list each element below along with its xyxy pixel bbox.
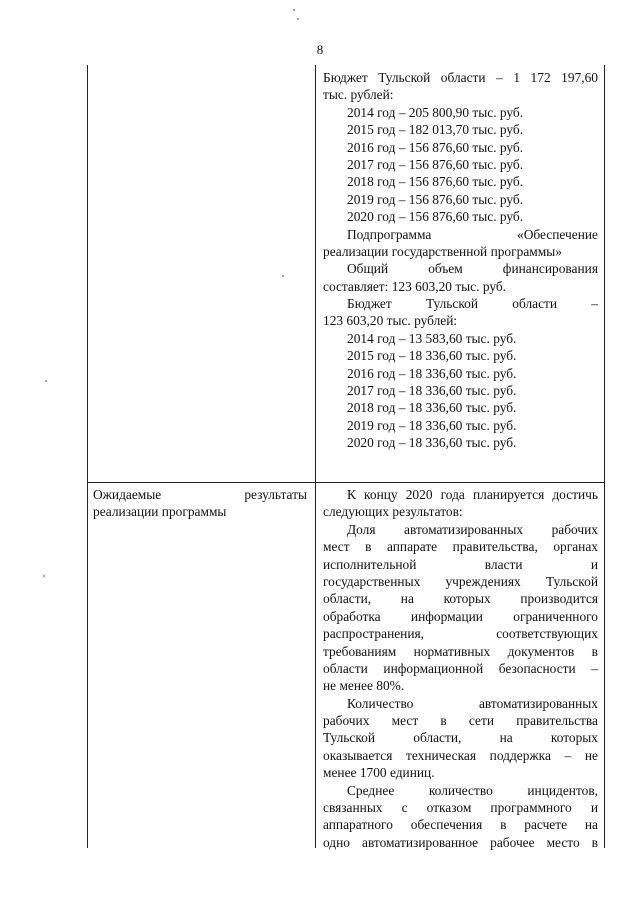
text-line: 2016 год – 156 876,60 тыс. руб.: [347, 139, 524, 155]
text-line: составляет: 123 603,20 тыс. руб.: [323, 278, 507, 294]
text-line: 2019 год – 156 876,60 тыс. руб.: [347, 191, 524, 207]
text-line: исполнительной власти и: [323, 556, 598, 572]
text-line: Доля автоматизированных рабочих: [347, 521, 598, 537]
text-line: не менее 80%.: [323, 678, 405, 694]
text-line: Среднее количество инцидентов,: [347, 782, 598, 798]
text-line: тыс. рублей:: [323, 87, 394, 103]
text-line: 2020 год – 18 336,60 тыс. руб.: [347, 435, 517, 451]
text-line: Количество автоматизированных: [347, 695, 598, 711]
text-line: области, на которых производится: [323, 591, 598, 607]
text-line: Тульской области, на которых: [323, 730, 598, 746]
text-line: Бюджет Тульской области – 1 172 197,60: [323, 70, 598, 85]
text-line: 2020 год – 156 876,60 тыс. руб.: [347, 209, 524, 225]
table-row-divider: [87, 482, 605, 483]
text-line: Подпрограмма «Обеспечение: [347, 226, 598, 242]
text-line: требованиям нормативных документов в: [323, 643, 598, 659]
text-line: одно автоматизированное рабочее место в: [323, 834, 598, 850]
text-line: Ожидаемые результаты: [93, 487, 307, 502]
scan-speck: [297, 18, 299, 20]
program-passport-table: [87, 65, 605, 848]
text-line: 2017 год – 156 876,60 тыс. руб.: [347, 156, 524, 172]
table-column-divider: [315, 65, 316, 848]
text-line: аппаратного обеспечения в расчете на: [323, 817, 598, 833]
text-line: рабочих мест в сети правительства: [323, 713, 598, 729]
row-expected-results-label-cell: [93, 486, 307, 521]
text-line: Общий объем финансирования: [347, 261, 598, 277]
text-line: 2016 год – 18 336,60 тыс. руб.: [347, 365, 517, 381]
text-line: 2017 год – 18 336,60 тыс. руб.: [347, 383, 517, 399]
text-line: 2014 год – 205 800,90 тыс. руб.: [347, 104, 524, 120]
row-funding-content-cell: [323, 69, 598, 452]
scan-speck: [43, 575, 45, 577]
scan-speck: [282, 275, 284, 277]
text-line: К концу 2020 года планируется достичь: [347, 487, 598, 502]
text-line: 2019 год – 18 336,60 тыс. руб.: [347, 417, 517, 433]
text-line: 2015 год – 18 336,60 тыс. руб.: [347, 348, 517, 364]
text-line: менее 1700 единиц.: [323, 765, 435, 781]
text-line: реализации государственной программы»: [323, 243, 562, 259]
text-line: 2015 год – 182 013,70 тыс. руб.: [347, 122, 524, 138]
text-line: области информационной безопасности –: [323, 660, 598, 676]
text-line: государственных учреждениях Тульской: [323, 573, 598, 589]
text-line: следующих результатов:: [323, 504, 463, 520]
text-line: 2018 год – 18 336,60 тыс. руб.: [347, 400, 517, 416]
text-line: связанных с отказом программного и: [323, 800, 598, 816]
text-line: 2014 год – 13 583,60 тыс. руб.: [347, 330, 517, 346]
text-line: 2018 год – 156 876,60 тыс. руб.: [347, 174, 524, 190]
text-line: 123 603,20 тыс. рублей:: [323, 313, 458, 329]
scan-speck: [45, 380, 47, 382]
scan-speck: [293, 9, 295, 11]
text-line: реализации программы: [93, 504, 227, 520]
text-line: мест в аппарате правительства, органах: [323, 539, 598, 555]
table-border-left: [87, 65, 88, 848]
row-expected-results-content-cell: [323, 486, 598, 851]
page-number: 8: [316, 42, 324, 57]
text-line: оказывается техническая поддержка – не: [323, 747, 598, 763]
table-border-right: [604, 65, 605, 848]
text-line: распространения, соответствующих: [323, 626, 598, 642]
text-line: Бюджет Тульской области –: [347, 296, 598, 312]
text-line: обработка информации ограниченного: [323, 608, 598, 624]
